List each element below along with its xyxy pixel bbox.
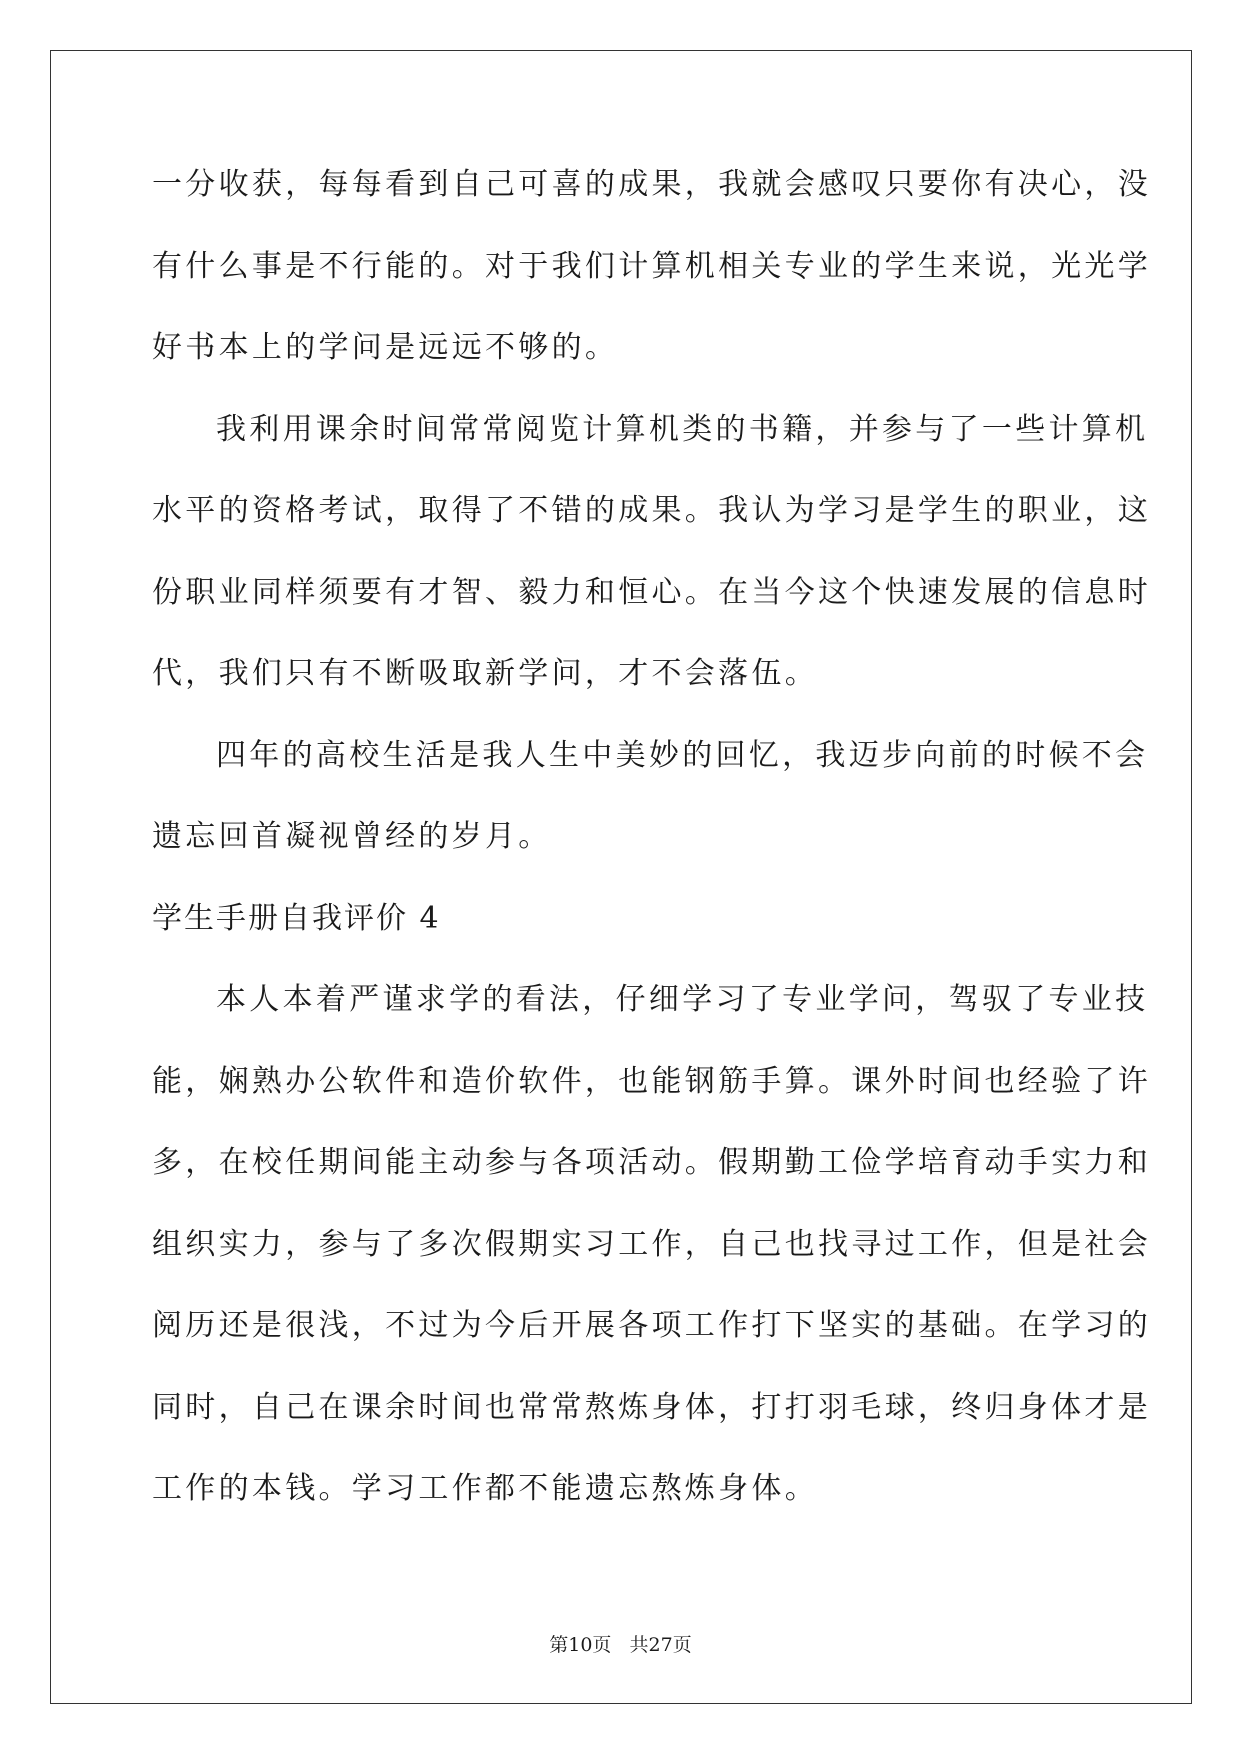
- page-number-footer: 第10页 共27页: [549, 1634, 692, 1656]
- text-line-14: 组织实力，参与了多次假期实习工作，自己也找寻过工作，但是社会: [152, 1226, 1151, 1262]
- text-line-13: 多，在校任期间能主动参与各项活动。假期勤工俭学培育动手实力和: [152, 1145, 1151, 1180]
- text-line-15: 阅历还是很浅，不过为今后开展各项工作打下坚实的基础。在学习的: [152, 1308, 1151, 1343]
- text-line-8: 四年的高校生活是我人生中美妙的回忆，我迈步向前的时候不会: [216, 737, 1149, 773]
- text-line-17: 工作的本钱。学习工作都不能遗忘熬炼身体。: [152, 1471, 818, 1506]
- text-line-2: 有什么事是不行能的。对于我们计算机相关专业的学生来说，光光学: [152, 248, 1151, 284]
- text-line-1: 一分收获，每每看到自己可喜的成果，我就会感叹只要你有决心，没: [152, 167, 1151, 202]
- document-body: [152, 160, 1151, 1546]
- text-line-12: 能，娴熟办公软件和造价软件，也能钢筋手算。课外时间也经验了许: [152, 1063, 1151, 1099]
- text-line-9: 遗忘回首凝视曾经的岁月。: [152, 819, 552, 854]
- text-line-7: 代，我们只有不断吸取新学问，才不会落伍。: [152, 656, 818, 691]
- text-line-16: 同时，自己在课余时间也常常熬炼身体，打打羽毛球，终归身体才是: [152, 1389, 1151, 1425]
- text-line-4: 我利用课余时间常常阅览计算机类的书籍，并参与了一些计算机: [216, 411, 1149, 447]
- text-line-3: 好书本上的学问是远远不够的。: [152, 330, 619, 365]
- text-line-6: 份职业同样须要有才智、毅力和恒心。在当今这个快速发展的信息时: [152, 574, 1151, 610]
- text-line-5: 水平的资格考试，取得了不错的成果。我认为学习是学生的职业，这: [152, 493, 1151, 528]
- section-heading: 学生手册自我评价 4: [152, 900, 441, 936]
- text-line-11: 本人本着严谨求学的看法，仔细学习了专业学问，驾驭了专业技: [216, 982, 1149, 1017]
